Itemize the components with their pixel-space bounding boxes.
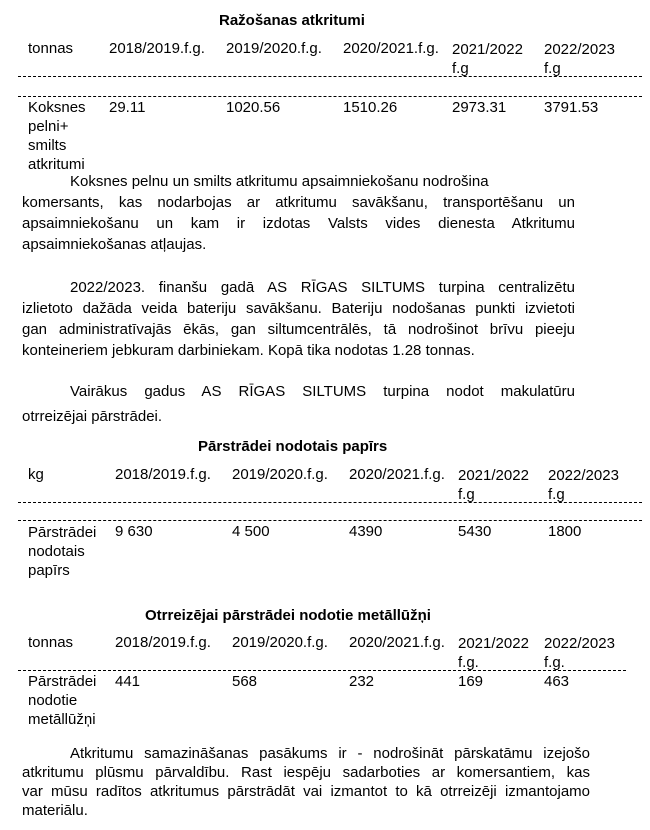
- table-cell: 1510.26: [343, 99, 398, 116]
- unit-header: tonnas: [28, 634, 74, 651]
- unit-header: tonnas: [28, 40, 74, 57]
- table-cell: 568: [232, 673, 258, 690]
- year-header: 2018/2019.f.g.: [115, 466, 211, 483]
- year-header: 2018/2019.f.g.: [109, 40, 205, 57]
- paragraph: Vairākus gadus AS RĪGAS SILTUMS turpina nodot makulatūru otrreizējai pārstrādei.: [22, 383, 575, 425]
- table-cell: 1020.56: [226, 99, 281, 116]
- table-cell: 169: [458, 673, 484, 690]
- table-divider: [18, 502, 642, 503]
- table-title: Pārstrādei nodotais papīrs: [198, 438, 388, 455]
- table-cell: 4390: [349, 523, 383, 540]
- year-header: 2022/2023 f.g: [544, 41, 615, 77]
- table-cell: 9 630: [115, 523, 153, 540]
- paragraph: 2022/2023. finanšu gadā AS RĪGAS SILTUMS turpina centralizētu izlietoto dažāda veida bateriju savākšanu. Bateriju nodošanas punkti izvietoti gan administratīvajās ēkās, gan siltumcentrālēs, tā nodrošinot brīvu pieeju konteineriem jebkuram darbiniekam. Kopā tika nodotas 1.28 tonnas.: [22, 279, 575, 359]
- table-cell: 4 500: [232, 523, 270, 540]
- year-header: 2021/2022 f.g: [452, 41, 523, 77]
- table-cell: 3791.53: [544, 99, 599, 116]
- table-title: Ražošanas atkritumi: [219, 12, 365, 29]
- year-header: 2020/2021.f.g.: [349, 634, 445, 651]
- table-cell: 441: [115, 673, 141, 690]
- table-cell: 5430: [458, 523, 492, 540]
- table-divider: [18, 520, 642, 521]
- table-cell: 463: [544, 673, 570, 690]
- paragraph: Koksnes pelnu un smilts atkritumu apsaimniekošanu nodrošina komersants, kas nodarbojas ar atkritumu savākšanu, transportēšanu un apsaimniekošanu un kam ir izdotas Valsts vides dienesta Atkritumu apsaimniekošanas atļaujas.: [22, 173, 575, 253]
- table-divider: [18, 96, 642, 97]
- year-header: 2019/2020.f.g.: [232, 466, 328, 483]
- year-header: 2018/2019.f.g.: [115, 634, 211, 651]
- year-header: 2022/2023 f.g.: [544, 635, 615, 671]
- year-header: 2019/2020.f.g.: [232, 634, 328, 651]
- row-label: Koksnes pelni+ smilts atkritumi: [28, 99, 86, 173]
- year-header: 2020/2021.f.g.: [343, 40, 439, 57]
- row-label: Pārstrādei nodotais papīrs: [28, 524, 97, 579]
- unit-header: kg: [28, 466, 44, 483]
- table-title: Otrreizējai pārstrādei nodotie metāllūžņi: [145, 607, 431, 624]
- table-divider: [18, 76, 642, 77]
- year-header: 2020/2021.f.g.: [349, 466, 445, 483]
- table-cell: 2973.31: [452, 99, 507, 116]
- year-header: 2022/2023 f.g: [548, 467, 619, 503]
- paragraph: Atkritumu samazināšanas pasākums ir - nodrošināt pārskatāmu izejošo atkritumu plūsmu pārvaldību. Rast iespēju sadarboties ar komersantiem, kas var mūsu radītos atkritumus pārstrādāt vai izmantot to kā otrreizēji izmantojamo materiālu.: [22, 745, 590, 819]
- row-label: Pārstrādei nodotie metāllūžņi: [28, 673, 97, 728]
- table-divider: [18, 670, 626, 671]
- year-header: 2021/2022 f.g: [458, 467, 529, 503]
- year-header: 2019/2020.f.g.: [226, 40, 322, 57]
- table-cell: 232: [349, 673, 375, 690]
- table-cell: 1800: [548, 523, 582, 540]
- year-header: 2021/2022 f.g.: [458, 635, 529, 671]
- table-cell: 29.11: [109, 99, 146, 116]
